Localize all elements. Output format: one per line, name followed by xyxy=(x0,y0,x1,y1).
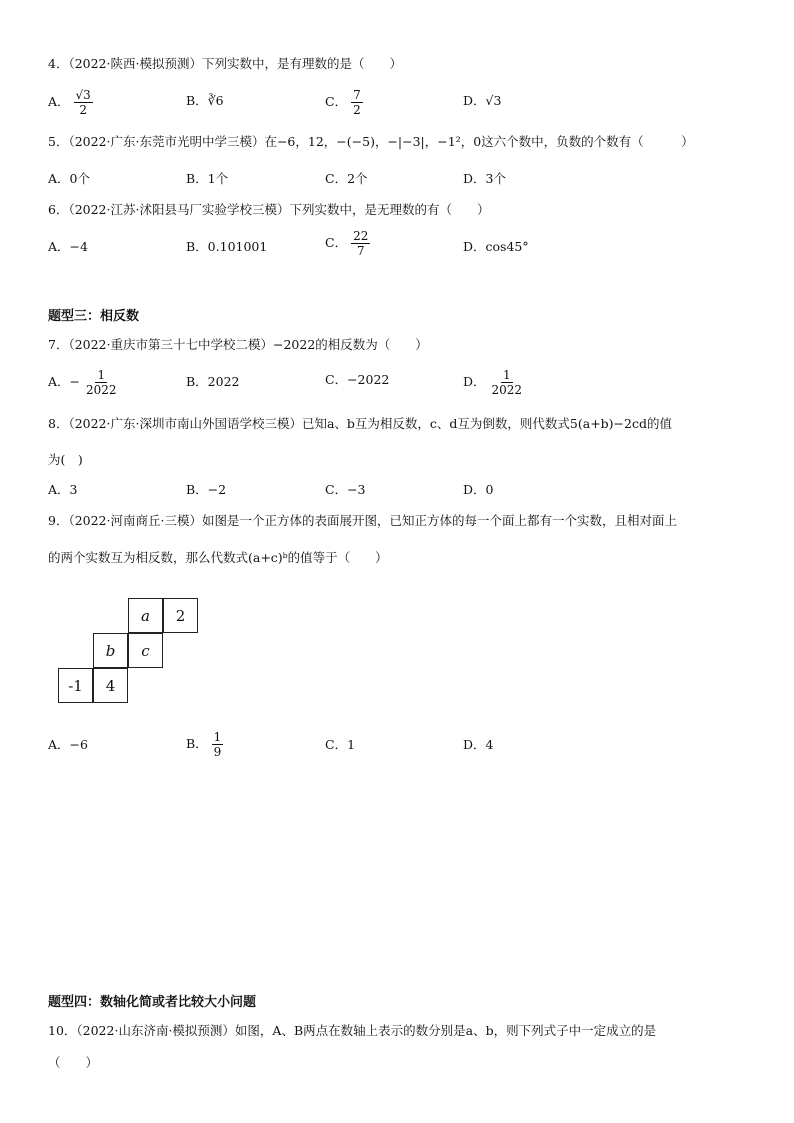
q8-stem-line2: 为( ) xyxy=(48,452,83,467)
q9-option-a: A．−6 xyxy=(48,737,88,752)
q4-option-c: C． $\frac{7}{2}$ xyxy=(325,88,361,117)
q4-option-a: A． $\frac{√3}{2}$ xyxy=(48,88,91,117)
q10-stem-line1: 10．（2022·山东济南·模拟预测）如图，A、B两点在数轴上表示的数分别是a、b，则下列式子中一定成立的是 xyxy=(48,1023,657,1038)
q9-option-b: B． $\frac{1}{9}$ xyxy=(186,730,222,759)
section-heading-4: 题型四：数轴化简或者比较大小问题 xyxy=(48,995,257,1010)
q5-option-c: C．2个 xyxy=(325,171,368,186)
q4-stem: 4．（2022·陕西·模拟预测）下列实数中，是有理数的是（ ） xyxy=(48,56,402,71)
q8-option-a: A．3 xyxy=(48,482,78,497)
q7-option-d: D． $\frac{1}{2022}$ xyxy=(463,368,523,397)
q8-option-d: D．0 xyxy=(463,482,494,497)
q7-option-b: B．2022 xyxy=(186,374,240,389)
net-cell-neg1: -1 xyxy=(58,668,93,703)
q10-stem-line2: （ ） xyxy=(48,1055,99,1070)
q5-option-d: D．3个 xyxy=(463,171,506,186)
q4-option-d: D．√3 xyxy=(463,93,502,108)
net-cell-c: c xyxy=(128,633,163,668)
q9-stem-line2: 的两个实数互为相反数，那么代数式(a+c)ᵇ的值等于（ ） xyxy=(48,550,388,565)
net-cell-2: 2 xyxy=(163,598,198,633)
q7-option-c: C．−2022 xyxy=(325,372,390,387)
q9-stem-line1: 9．（2022·河南商丘·三模）如图是一个正方体的表面展开图，已知正方体的每一个面上都有一个实数，且相对面上 xyxy=(48,513,677,528)
q5-option-a: A．0个 xyxy=(48,171,90,186)
q7-option-a: A．− $\frac{1}{2022}$ xyxy=(48,368,117,397)
q6-option-a: A．−4 xyxy=(48,239,88,254)
q6-stem: 6．（2022·江苏·沭阳县马厂实验学校三模）下列实数中，是无理数的有（ ） xyxy=(48,202,490,217)
q4-option-b: B．∛6 xyxy=(186,93,224,108)
q8-option-c: C．−3 xyxy=(325,482,366,497)
q9-option-d: D．4 xyxy=(463,737,494,752)
net-cell-b: b xyxy=(93,633,128,668)
q9-option-c: C．1 xyxy=(325,737,356,752)
q6-option-d: D．cos45° xyxy=(463,239,529,254)
q9-b-fraction: $\frac{1}{9}$ xyxy=(213,730,222,759)
q8-stem-line1: 8．（2022·广东·深圳市南山外国语学校三模）已知a、b互为相反数，c、d互为倒数，则代数式5(a+b)−2cd的值 xyxy=(48,416,672,431)
q5-stem: 5．（2022·广东·东莞市光明中学三模）在−6，12，−(−5)，−|−3|，−1²，0这六个数中，负数的个数有（ ） xyxy=(48,134,694,149)
q6-option-b: B．0.101001 xyxy=(186,239,268,254)
q8-option-b: B．−2 xyxy=(186,482,227,497)
q6-option-c: C． $\frac{22}{7}$ xyxy=(325,229,369,258)
q5-option-b: B．1个 xyxy=(186,171,229,186)
q7-d-fraction: $\frac{1}{2022}$ xyxy=(491,368,523,397)
q7-a-fraction: $\frac{1}{2022}$ xyxy=(86,368,117,397)
net-cell-4: 4 xyxy=(93,668,128,703)
net-cell-a: a xyxy=(128,598,163,633)
q7-stem: 7．（2022·重庆市第三十七中学校二模）−2022的相反数为（ ） xyxy=(48,337,428,352)
cube-net-figure xyxy=(58,598,200,704)
q4-a-fraction: $\frac{√3}{2}$ xyxy=(75,88,91,117)
section-heading-3: 题型三：相反数 xyxy=(48,309,140,324)
q6-c-fraction: $\frac{22}{7}$ xyxy=(353,229,369,258)
q4-c-fraction: $\frac{7}{2}$ xyxy=(353,88,361,117)
